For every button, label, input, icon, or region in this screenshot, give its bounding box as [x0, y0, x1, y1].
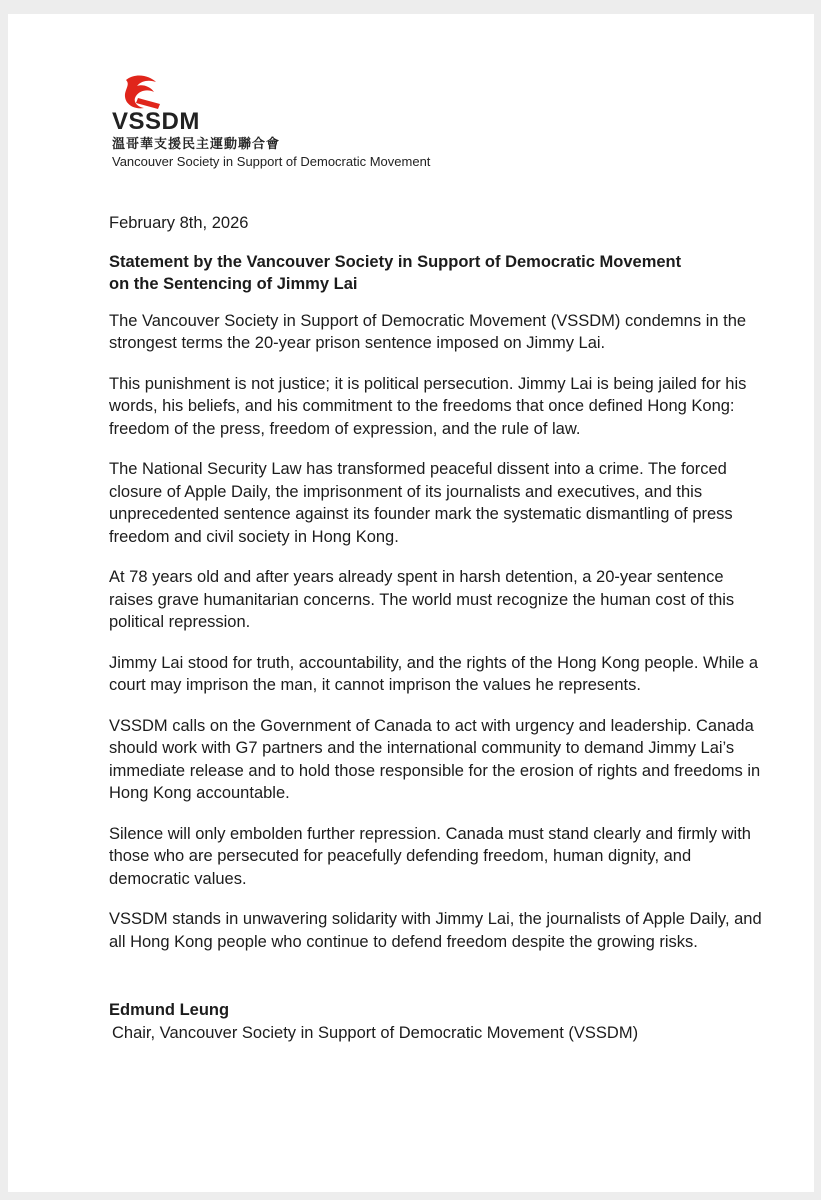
logo-abbreviation: VSSDM — [112, 108, 200, 135]
signatory-name: Edmund Leung — [109, 1001, 230, 1019]
paragraph: Jimmy Lai stood for truth, accountability, and the rights of the Hong Kong people. While a court may imprison the man, it cannot imprison the values he represents. — [109, 653, 759, 694]
document-page — [8, 14, 814, 1192]
paragraph: Silence will only embolden further repression. Canada must stand clearly and firmly with those who are persecuted for peacefully defending freedom, human dignity, and democratic values. — [109, 824, 751, 888]
paragraph: The Vancouver Society in Support of Democratic Movement (VSSDM) condemns in the strongest terms the 20-year prison sentence imposed on Jimmy Lai. — [109, 311, 747, 352]
logo-english-name: Vancouver Society in Support of Democratic Movement — [112, 154, 431, 169]
paragraph: The National Security Law has transformed peaceful dissent into a crime. The forced closure of Apple Daily, the imprisonment of its journalists and executives, and this unprecedented sentence against its founder mark the systematic dismantling of press freedom and civil society in Hong Kong. — [109, 460, 733, 546]
signatory-role: Chair, Vancouver Society in Support of Democratic Movement (VSSDM) — [112, 1023, 639, 1042]
letterhead-logo — [112, 74, 472, 184]
signature-block — [109, 999, 769, 1044]
logo-chinese-name: 溫哥華支援民主運動聯合會 — [112, 136, 281, 151]
title-line: on the Sentencing of Jimmy Lai — [109, 275, 358, 293]
statement-title — [109, 251, 769, 296]
paragraph: VSSDM calls on the Government of Canada to act with urgency and leadership. Canada should work with G7 partners and the international community to demand Jimmy Lai’s immediate release and to hold those responsible for the erosion of rights and freedoms in Hong Kong accountable. — [109, 716, 761, 802]
statement-body — [109, 212, 769, 1044]
statement-date: February 8th, 2026 — [109, 214, 249, 232]
title-line: Statement by the Vancouver Society in Support of Democratic Movement — [109, 252, 682, 271]
paragraph: VSSDM stands in unwavering solidarity with Jimmy Lai, the journalists of Apple Daily, and all Hong Kong people who continue to defend freedom despite the growing risks. — [109, 910, 762, 951]
paragraph: This punishment is not justice; it is political persecution. Jimmy Lai is being jailed for his words, his beliefs, and his commitment to the freedoms that once defined Hong Kong: freedom of the press, freedom of expression, and the rule of law. — [109, 374, 747, 438]
paragraph: At 78 years old and after years already spent in harsh detention, a 20-year sentence raises grave humanitarian concerns. The world must recognize the human cost of this political repression. — [109, 568, 735, 631]
